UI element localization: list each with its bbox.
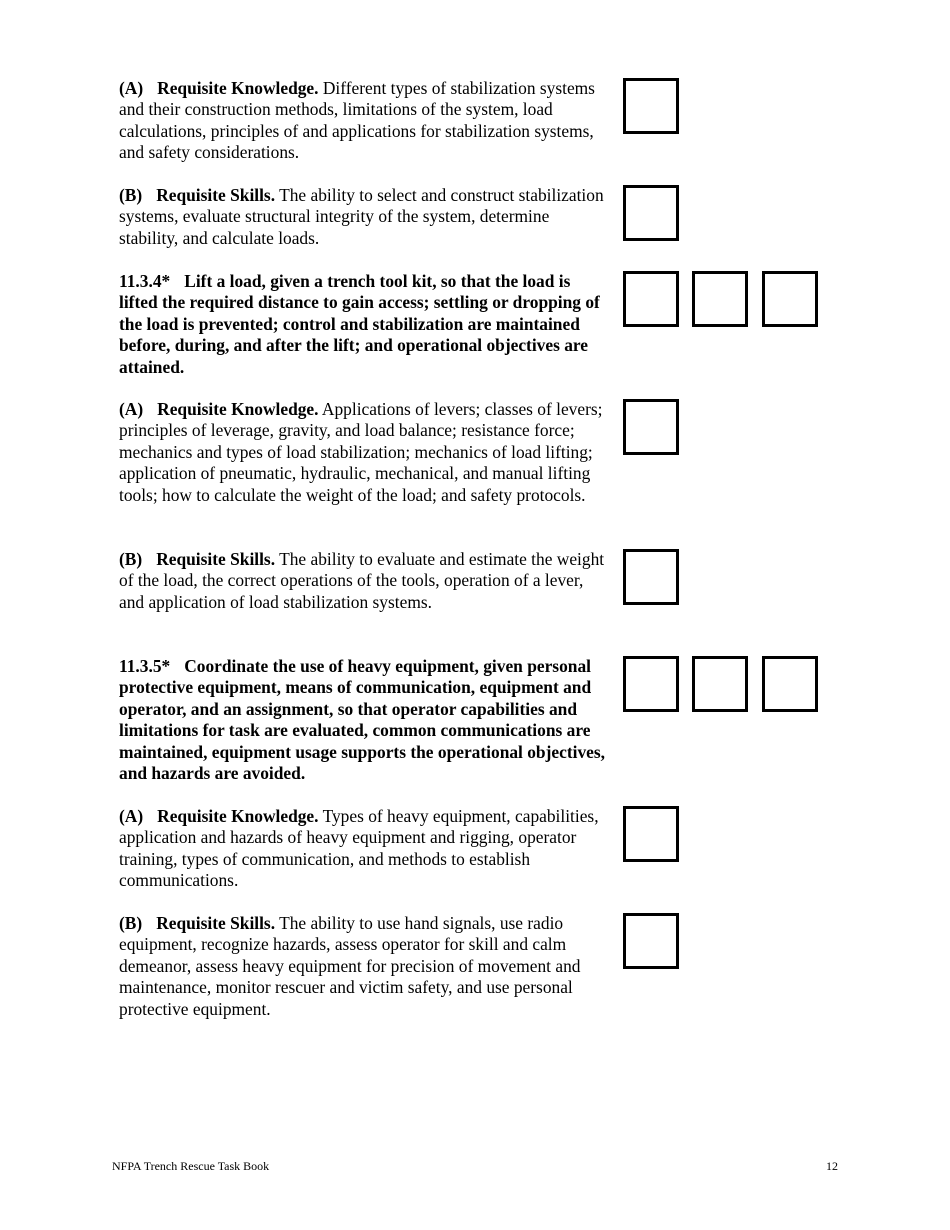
item-text: The ability to evaluate and estimate the weight of the load, the correct operations of the tools, operation of a lever, and application of load stabilization systems. bbox=[119, 549, 605, 612]
item-label: (B) bbox=[119, 913, 143, 933]
sign-off-checkbox[interactable] bbox=[623, 913, 679, 969]
sign-off-checkbox[interactable] bbox=[692, 271, 748, 327]
requisite-knowledge-paragraph bbox=[119, 399, 609, 506]
item-label: (A) bbox=[119, 806, 144, 826]
requisite-skills-paragraph bbox=[119, 549, 609, 613]
sign-off-checkbox[interactable] bbox=[762, 656, 818, 712]
sign-off-checkbox[interactable] bbox=[692, 656, 748, 712]
task-text: Lift a load, given a trench tool kit, so that the load is lifted the required distance to gain access; settling or dropping of the load is prevented; control and stabilization are maintained before, during, and after the lift; and operational objectives are attained. bbox=[119, 271, 600, 377]
sign-off-checkbox[interactable] bbox=[623, 399, 679, 455]
task-11-3-5-paragraph bbox=[119, 656, 609, 784]
page-number: 12 bbox=[826, 1159, 838, 1173]
item-label: (A) bbox=[119, 399, 144, 419]
task-number: 11.3.5* bbox=[119, 656, 171, 676]
item-title: Requisite Skills. bbox=[156, 549, 276, 569]
task-text: Coordinate the use of heavy equipment, given personal protective equipment, means of communication, equipment and operator, and an assignment, so that operator capabilities and limitations for task are evaluated, common communications are maintained, equipment usage supports the operational objectives, and hazards are avoided. bbox=[119, 656, 605, 784]
item-title: Requisite Knowledge. bbox=[157, 399, 319, 419]
item-text: Applications of levers; classes of levers; principles of leverage, gravity, and load balance; resistance force; mechanics and types of load stabilization; mechanics of load lifting; application of pneumatic, hydraulic, mechanical, and manual lifting tools; how to calculate the weight of the load; and safety protocols. bbox=[119, 399, 603, 505]
item-title: Requisite Knowledge. bbox=[157, 806, 319, 826]
task-11-3-4-paragraph bbox=[119, 271, 609, 378]
task-number: 11.3.4* bbox=[119, 271, 171, 291]
sign-off-checkbox[interactable] bbox=[623, 806, 679, 862]
requisite-knowledge-paragraph bbox=[119, 806, 609, 892]
item-title: Requisite Knowledge. bbox=[157, 78, 319, 98]
item-title: Requisite Skills. bbox=[156, 185, 276, 205]
item-text: Different types of stabilization systems and their construction methods, limitations of the system, load calculations, principles of and applications for stabilization systems, and safety considerations. bbox=[119, 78, 595, 163]
sign-off-checkbox[interactable] bbox=[623, 549, 679, 605]
footer-title: NFPA Trench Rescue Task Book bbox=[112, 1159, 270, 1173]
requisite-skills-paragraph bbox=[119, 185, 609, 249]
sign-off-checkbox[interactable] bbox=[623, 656, 679, 712]
item-label: (A) bbox=[119, 78, 144, 98]
sign-off-checkbox[interactable] bbox=[623, 78, 679, 134]
item-text: The ability to use hand signals, use radio equipment, recognize hazards, assess operator for skill and calm demeanor, assess heavy equipment for precision of movement and maintenance, monitor rescuer and victim safety, and use personal protective equipment. bbox=[119, 913, 581, 1019]
sign-off-checkbox[interactable] bbox=[762, 271, 818, 327]
requisite-knowledge-paragraph bbox=[119, 78, 609, 164]
item-text: Types of heavy equipment, capabilities, application and hazards of heavy equipment and rigging, operator training, types of communication, and methods to establish communications. bbox=[119, 806, 599, 891]
item-title: Requisite Skills. bbox=[156, 913, 276, 933]
item-label: (B) bbox=[119, 549, 143, 569]
item-label: (B) bbox=[119, 185, 143, 205]
item-text: The ability to select and construct stabilization systems, evaluate structural integrity of the system, determine stability, and calculate loads. bbox=[119, 185, 604, 248]
sign-off-checkbox[interactable] bbox=[623, 271, 679, 327]
requisite-skills-paragraph bbox=[119, 913, 609, 1020]
sign-off-checkbox[interactable] bbox=[623, 185, 679, 241]
